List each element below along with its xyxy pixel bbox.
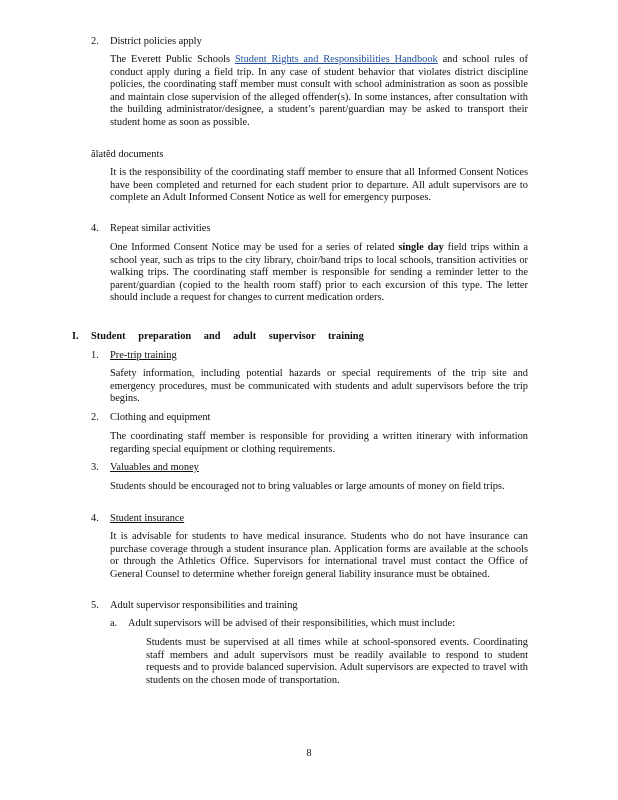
related-documents-paragraph: It is the responsibility of the coordinating staff member to ensure that all Informed Consent Notices have been completed and returned for each student prior to departure. All adult supervisors are to complete an Adult Informed Consent Notice as well for emergency purposes. <box>110 167 528 204</box>
item-number: 4. <box>91 223 99 234</box>
section-heading-related-documents: ălatĕd documents <box>91 149 164 160</box>
section-heading-pre-trip-training: Pre-trip training <box>110 350 177 361</box>
emphasis-text: single day <box>398 242 444 253</box>
item-number: 5. <box>91 600 99 611</box>
page-number: 8 <box>306 748 312 759</box>
paragraph-text: and school rules of conduct apply during a field trip. In any case of student behavior that violates district discipline policies, the coordinating staff member must consult with school administration as soon as possible and maintain close supervision of the alleged offender(s). In some instances, after consultation with the building administrator/designee, a student’s parent/guardian may be asked to transport their student home as soon as possible. <box>110 54 528 128</box>
paragraph-text: field trips within a school year, such as trips to the city library, choir/band trips to local schools, transition activities or walking trips. The coordinating staff member is responsible for sending a reminder letter to the parent/guardian (copied to the health room staff) prior to each excursion of this type. The letter should include a request for changes to current medication orders. <box>110 242 528 304</box>
section-heading-clothing: Clothing and equipment <box>110 412 211 423</box>
item-number: 1. <box>91 350 99 361</box>
paragraph-text: The Everett Public Schools <box>110 54 231 65</box>
paragraph-text: One Informed Consent Notice may be used for a series of related <box>110 242 399 253</box>
section-heading-repeat-activities: Repeat similar activities <box>110 223 211 234</box>
sub-item-text: Adult supervisors will be advised of their responsibilities, which must include: <box>128 618 455 629</box>
section-heading-adult-supervisor: Adult supervisor responsibilities and training <box>110 600 298 611</box>
section-heading-district-policies: District policies apply <box>110 36 202 47</box>
item-number: 4. <box>91 513 99 524</box>
valuables-paragraph: Students should be encouraged not to bring valuables or large amounts of money on field trips. <box>110 481 505 492</box>
item-number: 3. <box>91 462 99 473</box>
pre-trip-paragraph: Safety information, including potential hazards or special requirements of the trip site and emergency procedures, must be communicated with students and adult supervisors before the trip begins. <box>110 368 528 405</box>
bullet-paragraph: Students must be supervised at all times while at school-sponsored events. Coordinating staff members and adult supervisors must be readily available to respond to student requests and to provide balanced supervision. Adult supervisors are expected to travel with students on the chosen mode of transportation. <box>146 637 528 686</box>
district-policies-paragraph <box>110 54 528 130</box>
section-heading-valuables: Valuables and money <box>110 462 199 473</box>
insurance-paragraph: It is advisable for students to have medical insurance. Students who do not have insurance can purchase coverage through a student insurance plan. Application forms are available at the schools or through the Athletics Office. Supervisors for international travel must contact the Office of General Counsel to determine whether foreign general liability insurance must be obtained. <box>110 531 528 580</box>
clothing-paragraph: The coordinating staff member is responsible for providing a written itinerary with information regarding special equipment or clothing requirements. <box>110 431 528 455</box>
part-heading: Student preparation and adult supervisor training <box>91 331 364 342</box>
section-heading-insurance: Student insurance <box>110 513 185 524</box>
repeat-activities-paragraph <box>110 242 528 305</box>
handbook-link[interactable]: Student Rights and Responsibilities Handbook <box>234 54 438 65</box>
item-number: 2. <box>91 412 99 423</box>
item-number: 2. <box>91 36 99 47</box>
part-number: I. <box>72 331 79 342</box>
sub-item-letter: a. <box>110 618 118 629</box>
